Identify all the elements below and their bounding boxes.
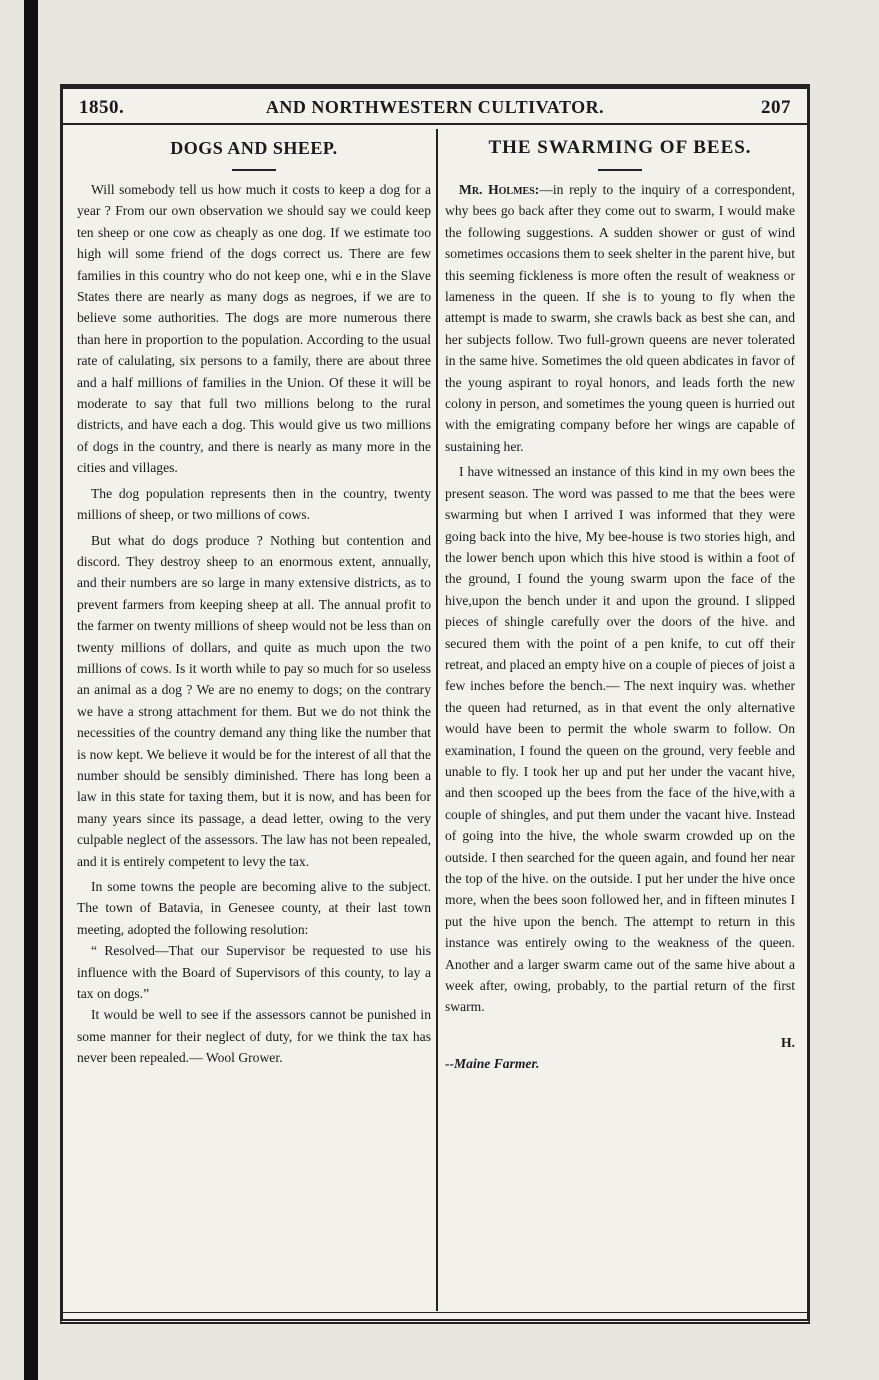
page-number: 207 [761,97,791,118]
paragraph: The dog population represents then in the country, twenty millions of sheep, or two millions of cows. [77,485,431,523]
header-title: AND NORTHWESTERN CULTIVATOR. [265,97,605,117]
column-divider [436,129,438,1311]
page-header [63,89,807,125]
source-credit: --Maine Farmer. [445,1056,540,1072]
binding-edge [24,0,38,1380]
title-rule [232,169,276,171]
right-column [445,133,795,1307]
resolution-quote: “ Resolved—That our Supervisor be requested to use his influence with the Board of Supervisors of this county, to lay a tax on dogs.” [77,943,431,1002]
left-column [77,133,431,1307]
signature: H. [781,1034,795,1050]
paragraph: But what do dogs produce ? Nothing but contention and discord. They destroy sheep to an enormous extent, annually, and their numbers are so large in many extensive districts, as to prevent farmers from keeping sheep at all. The annual profit to the farmer on twenty millions of sheep would not be less than on twenty millions of dollars, and quite as much upon the two millions of cows. Is it worth while to pay so much for so useless an animal as a dog ? We are no enemy to dogs; on the contrary we have a strong attachment for them. But we do not think the necessities of the country demand any thing like the number that is now kept. We believe it would be for the interest of all that the number should be sensibly diminished. There has long been a law in this state for taxing them, but it is now, and has been for many years since its passage, a dead letter, owing to the very culpable neglect of the assessors. The law has not been repealed, and it is entirely competent to levy the tax. [77,532,431,869]
paragraph [445,179,795,457]
paragraph: In some towns the people are becoming alive to the subject. The town of Batavia, in Genesee county, at their last town meeting, adopted the following resolution: [77,879,431,937]
newspaper-page [60,84,810,1324]
paragraph: Will somebody tell us how much it costs to keep a dog for a year ? From our own observation we should say we could keep ten sheep or one cow as cheaply as one dog. If we estimate too high will some friend of the dogs correct us. There are few families in this country who do not keep one, whi e in the Slave States there are nearly as many dogs as negroes, if we are to believe some authorities. The dogs are more numerous there than here in proportion to the population. According to the usual rate of calulating, six persons to a family, there are about three and a half millions of families in the Union. Of these it will be moderate to say that full two millions belong to the rural districts, and have each a dog. This would give us two millions of dogs in the country, and there is nearly as many more in the cities and villages. [77,182,431,476]
title-rule [598,169,642,171]
header-year: 1850. [79,97,125,118]
salutation: Mr. Holmes: [459,182,540,197]
paragraph: I have witnessed an instance of this kind in my own bees the present season. The word was passed to me that the bees were swarming but when I arrived I was informed that they were going back into the hive, My bee-house is two stories high, and the lower bench upon which this hive stood is within a foot of the ground, I found the young swarm upon the face of the hive,upon the bench under it and upon the ground. I slipped pieces of shingle carefully over the doors of the hive. and secured them with the point of a pen knife, to cut off their retreat, and placed an empty hive on a couple of pieces of joist a few inches before the bench.— The next inquiry was. whether the queen had returned, as in that event the only alternative would have been to permit the whole swarm to follow. On examination, I found the queen on the ground, very feeble and unable to fly. I took her up and put her under the vacant hive, and then scooped up the bees from the face of the hive,with a couple of shingles, and put them under the vacant hive. Instead of going into the hive, the whole swarm crowded up on the outside. I then searched for the queen again, and found her near the top of the hive. on the outside. I put her under the hive once more, when the bees soon followed her, and in fifteen minutes I put the hive upon the bench. The attempt to return in this instance was entirely owing to the weakness of the queen. Another and a larger swarm came out of the same hive about a week after, owing, probably, to the partial return of the first swarm. [445,464,795,1015]
paragraph-text: —in reply to the inquiry of a correspondent, why bees go back after they come out to swarm, I would make the following suggestions. A sudden shower or gust of wind sometimes occasions them to seek shelter in the parent hive, but this seeming fickleness is more often the result of weakness or lameness in the queen. If she is to young to fly when the attempt is made to swarm, she crawls back as best she can, and her subjects follow. Two full-grown queens are never tolerated in the same hive. Sometimes the old queen abdicates in favor of the young aspirant to royal honors, and leads forth the new colony in person, and sometimes the young queen is hurried out with the emigrating company before her wings are capable of sustaining her. [445,182,795,454]
bottom-rule [63,1312,807,1319]
article-title-dogs-and-sheep: DOGS AND SHEEP. [170,138,338,158]
paragraph: It would be well to see if the assessors cannot be punished in some manner for their neglect of duty, for we think the tax has never been repealed.— Wool Grower. [77,1007,431,1066]
article-title-swarming-of-bees: THE SWARMING OF BEES. [488,137,752,158]
